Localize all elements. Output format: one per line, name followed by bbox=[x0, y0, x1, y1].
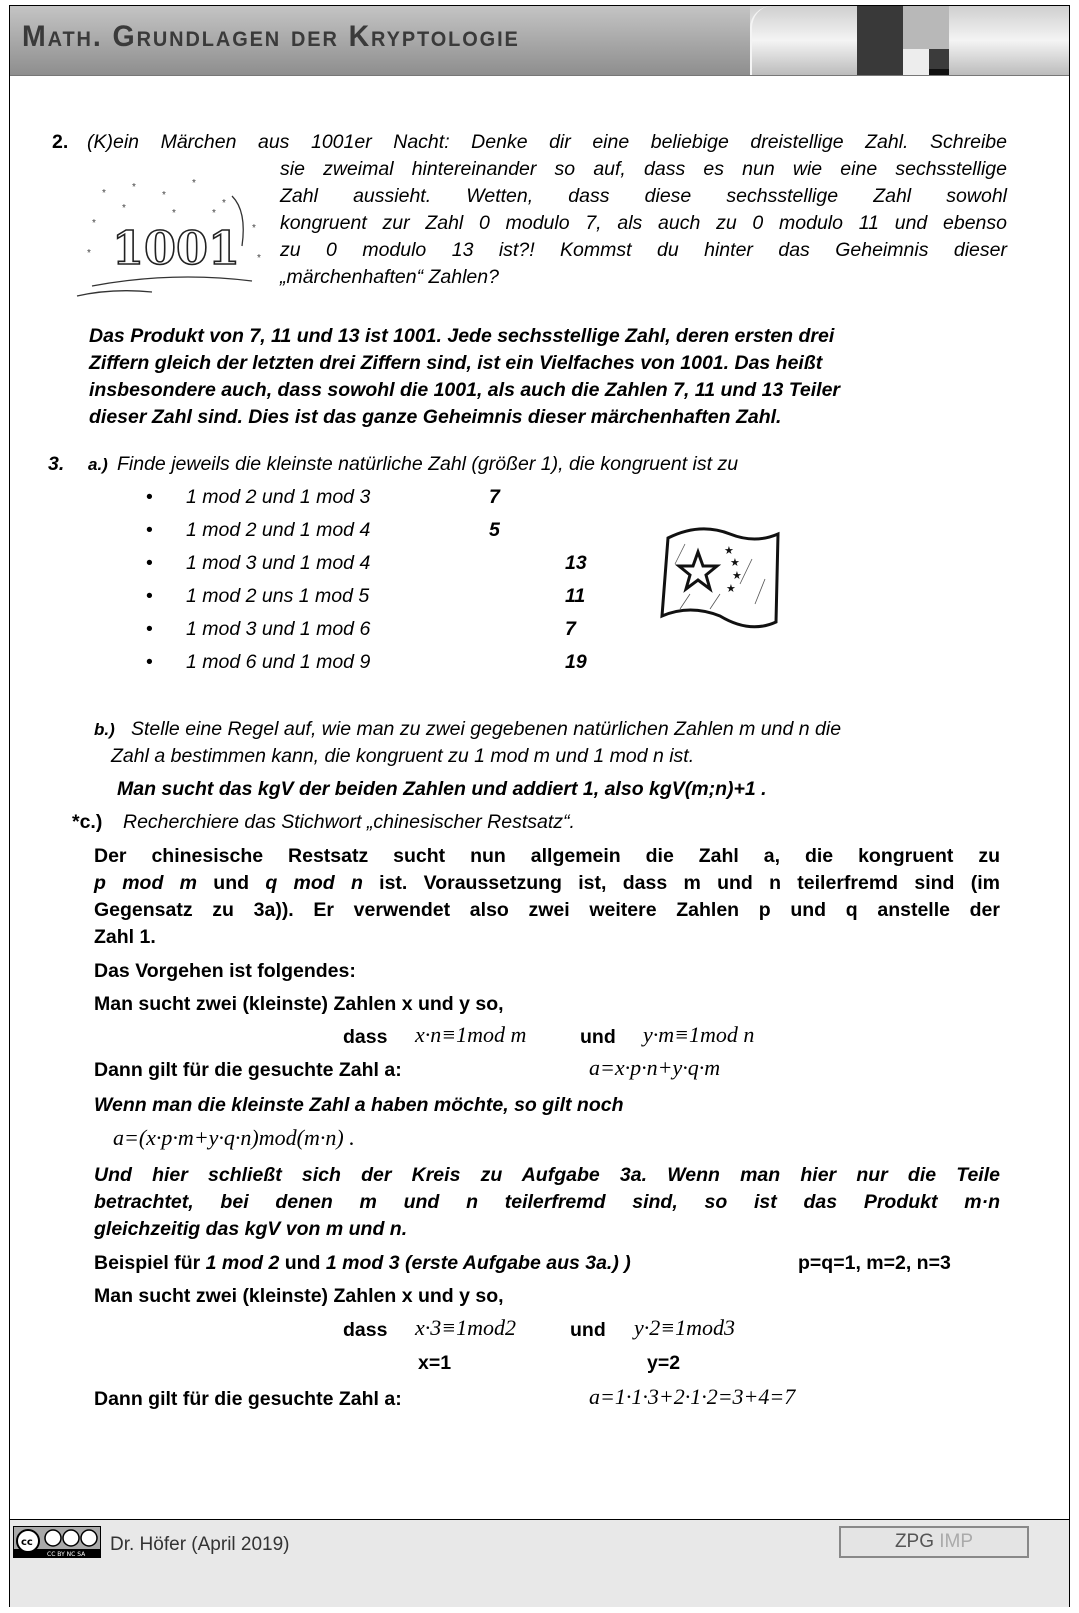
svg-text:*: * bbox=[92, 218, 96, 229]
expr-p-mod-m: p mod m bbox=[94, 872, 197, 894]
task2-line: (K)ein Märchen aus 1001er Nacht: Denke dir eine beliebige dreistellige Zahl. Schreibe bbox=[87, 131, 1007, 153]
task3b-line: Zahl a bestimmen kann, die kongruent zu 1 mod m und 1 mod n ist. bbox=[111, 745, 695, 767]
cc-license-icon bbox=[13, 1526, 101, 1558]
subtask-label: b.) bbox=[94, 720, 115, 739]
procedure-heading: Das Vorgehen ist folgendes: bbox=[94, 960, 356, 982]
svg-text:*: * bbox=[252, 223, 256, 234]
task-number: 3. bbox=[48, 453, 65, 475]
subtask-label: *c.) bbox=[72, 811, 103, 833]
task-number: 2. bbox=[52, 131, 69, 153]
crt-para-line: Gegensatz zu 3a)). Er verwendet also zwei weitere Zahlen p und q anstelle der bbox=[94, 899, 1000, 921]
list-item: 1 mod 2 und 1 mod 4 bbox=[186, 519, 371, 541]
x-value: x=1 bbox=[418, 1352, 452, 1374]
svg-text:*: * bbox=[222, 198, 226, 209]
bullet: • bbox=[146, 651, 153, 673]
task2-answer-line: dieser Zahl sind. Dies ist das ganze Geheimnis dieser märchenhaften Zahl. bbox=[89, 406, 782, 428]
example-congruence-y: y·2≡1mod3 bbox=[634, 1315, 735, 1340]
example-params: p=q=1, m=2, n=3 bbox=[798, 1252, 951, 1274]
bullet: • bbox=[146, 519, 153, 541]
task2-line: Zahl aussieht. Wetten, dass diese sechsstellige Zahl sowohl bbox=[280, 185, 1007, 207]
page-title: Math. Grundlagen der Kryptologie bbox=[22, 20, 520, 53]
bullet: • bbox=[146, 618, 153, 640]
header-block bbox=[857, 6, 903, 75]
svg-text:★: ★ bbox=[724, 544, 734, 557]
sketch-ground bbox=[92, 277, 252, 286]
und-label: und bbox=[570, 1319, 606, 1341]
task2-answer-line: Ziffern gleich der letzten drei Ziffern sind, ist ein Vielfaches von 1001. Das heißt bbox=[89, 352, 823, 374]
subtask-label: a.) bbox=[88, 455, 108, 474]
list-answer: 11 bbox=[565, 585, 586, 607]
org-badge bbox=[839, 1526, 1029, 1558]
svg-text:*: * bbox=[87, 248, 91, 259]
circle-line: betrachtet, bei denen m und n teilerfremd sind, so ist das Produkt m·n bbox=[94, 1191, 1000, 1213]
circle-line: gleichzeitig das kgV von m und n. bbox=[94, 1218, 408, 1240]
task2-line: „märchenhaften“ Zahlen? bbox=[280, 266, 499, 288]
formula-a: a=x·p·n+y·q·m bbox=[589, 1055, 721, 1080]
search-line: Man sucht zwei (kleinste) Zahlen x und y so, bbox=[94, 993, 504, 1015]
svg-text:★: ★ bbox=[730, 556, 740, 569]
footer bbox=[10, 1519, 1069, 1607]
list-answer: 13 bbox=[565, 552, 587, 574]
svg-text:★: ★ bbox=[732, 569, 742, 582]
expr-q-mod-n: q mod n bbox=[265, 872, 363, 894]
header-curve bbox=[750, 6, 772, 75]
und-label: und bbox=[580, 1026, 616, 1048]
svg-text:*: * bbox=[212, 208, 216, 219]
list-answer: 7 bbox=[565, 618, 576, 640]
list-item: 1 mod 2 und 1 mod 3 bbox=[186, 486, 371, 508]
then-line: Dann gilt für die gesuchte Zahl a: bbox=[94, 1388, 402, 1410]
example-congruence-x: x·3≡1mod2 bbox=[415, 1315, 516, 1340]
task2-answer-line: Das Produkt von 7, 11 und 13 ist 1001. Jede sechsstellige Zahl, deren ersten drei bbox=[89, 325, 835, 347]
header-block bbox=[903, 49, 929, 75]
cc-license-text: CC BY NC SA bbox=[47, 1551, 86, 1557]
list-answer: 5 bbox=[489, 519, 500, 541]
svg-text:*: * bbox=[102, 188, 106, 199]
task3b-line: Stelle eine Regel auf, wie man zu zwei gegebenen natürlichen Zahlen m und n die bbox=[131, 718, 842, 740]
list-item: 1 mod 3 und 1 mod 4 bbox=[186, 552, 371, 574]
footer-author: Dr. Höfer (April 2019) bbox=[110, 1534, 290, 1555]
task3a-text: Finde jeweils die kleinste natürliche Zahl (größer 1), die kongruent ist zu bbox=[117, 453, 739, 475]
org-main: ZPG bbox=[894, 1531, 934, 1552]
crt-para-line: Zahl 1. bbox=[94, 926, 156, 948]
svg-text:*: * bbox=[162, 190, 166, 201]
smallest-line: Wenn man die kleinste Zahl a haben möchte, so gilt noch bbox=[94, 1094, 624, 1116]
sketch-number: 1001 bbox=[112, 221, 241, 275]
task2-line: sie zweimal hintereinander so auf, dass es nun wie eine sechsstellige bbox=[280, 158, 1007, 180]
formula-min: a=(x·p·m+y·q·n)mod(m·n) . bbox=[113, 1125, 355, 1150]
bullet: • bbox=[146, 486, 153, 508]
crt-para-line: Der chinesische Restsatz sucht nun allgemein die Zahl a, die kongruent zu bbox=[94, 845, 1000, 867]
then-line: Dann gilt für die gesuchte Zahl a: bbox=[94, 1059, 402, 1081]
example-line: Beispiel für 1 mod 2 und 1 mod 3 (erste Aufgabe aus 3a.) ) bbox=[94, 1252, 631, 1274]
svg-text:cc: cc bbox=[21, 1537, 33, 1548]
task2-line: zu 0 modulo 13 ist?! Kommst du hinter das Geheimnis dieser bbox=[280, 239, 1007, 261]
sketch-ground bbox=[77, 291, 152, 296]
list-item: 1 mod 6 und 1 mod 9 bbox=[186, 651, 371, 673]
dass-label: dass bbox=[343, 1319, 388, 1341]
example-result: a=1·1·3+2·1·2=3+4=7 bbox=[589, 1384, 796, 1409]
bullet: • bbox=[146, 552, 153, 574]
header-block bbox=[903, 6, 949, 49]
svg-text:*: * bbox=[132, 182, 136, 193]
task2-line: kongruent zur Zahl 0 modulo 7, als auch zu 0 modulo 11 und ebenso bbox=[280, 212, 1007, 234]
svg-text:*: * bbox=[257, 253, 261, 264]
list-item: 1 mod 2 uns 1 mod 5 bbox=[186, 585, 370, 607]
header-block bbox=[929, 69, 949, 75]
org-sub: IMP bbox=[939, 1531, 974, 1552]
list-item: 1 mod 3 und 1 mod 6 bbox=[186, 618, 371, 640]
header-banner bbox=[10, 6, 1069, 76]
crt-para-line: p mod m und q mod n ist. Voraussetzung ist, dass m und n teilerfremd sind (im bbox=[94, 872, 1000, 894]
dass-label: dass bbox=[343, 1026, 388, 1048]
task3c-text: Recherchiere das Stichwort „chinesischer Restsatz“. bbox=[123, 811, 575, 833]
search-line: Man sucht zwei (kleinste) Zahlen x und y so, bbox=[94, 1285, 504, 1307]
svg-text:*: * bbox=[172, 208, 176, 219]
list-answer: 7 bbox=[489, 486, 500, 508]
congruence-x: x·n≡1mod m bbox=[415, 1022, 527, 1047]
y-value: y=2 bbox=[647, 1352, 681, 1374]
1001-sketch-image bbox=[72, 176, 272, 301]
list-answer: 19 bbox=[565, 651, 587, 673]
circle-line: Und hier schließt sich der Kreis zu Aufgabe 3a. Wenn man hier nur die Teile bbox=[94, 1164, 1000, 1186]
bullet: • bbox=[146, 585, 153, 607]
congruence-y: y·m≡1mod n bbox=[643, 1022, 755, 1047]
worksheet-page bbox=[9, 5, 1070, 1607]
svg-text:*: * bbox=[192, 178, 196, 189]
svg-text:★: ★ bbox=[726, 582, 736, 595]
svg-text:*: * bbox=[122, 203, 126, 214]
chinese-flag-sketch bbox=[660, 524, 785, 629]
task3b-answer: Man sucht das kgV der beiden Zahlen und addiert 1, also kgV(m;n)+1 . bbox=[117, 778, 767, 800]
task2-answer-line: insbesondere auch, dass sowohl die 1001, als auch die Zahlen 7, 11 und 13 Teiler bbox=[89, 379, 841, 401]
cc-by-nc-sa-icon bbox=[14, 1527, 100, 1557]
